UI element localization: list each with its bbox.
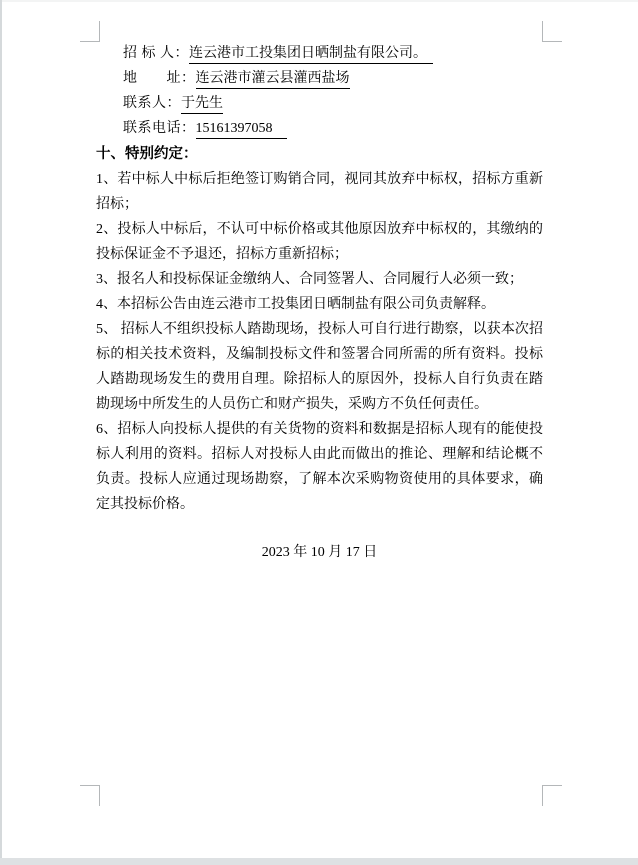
special-terms-heading[interactable]: 十、特别约定：: [96, 146, 198, 162]
phone-value[interactable]: 15161397058: [196, 119, 287, 139]
clause-3[interactable]: 3、报名人和投标保证金缴纳人、合同签署人、合同履行人必须一致；: [96, 272, 523, 287]
contact-person-label: 联系人：: [123, 96, 181, 111]
crop-mark-bottom-right: [542, 785, 562, 806]
address-label: 地 址：: [123, 71, 196, 86]
page-edge-left: [0, 0, 2, 858]
clause-4[interactable]: 4、本招标公告由连云港市工投集团日晒制盐有限公司负责解释。: [96, 297, 495, 312]
address-value[interactable]: 连云港市灌云县灌西盐场: [196, 69, 350, 89]
contact-person-value[interactable]: 于先生: [181, 94, 223, 114]
phone-label: 联系电话：: [123, 121, 196, 136]
address-line[interactable]: [123, 66, 543, 91]
clause-5[interactable]: 5、 招标人不组织投标人踏勘现场，投标人可自行进行勘察，以获本次招标的相关技术资料，及编制投标文件和签署合同所需的所有资料。投标人踏勘现场发生的费用自理。除招标人的原因外，投标人自行负责在踏勘现场中所发生的人员伤亡和财产损失，采购方不负任何责任。: [96, 322, 543, 412]
clause-6[interactable]: 6、招标人向投标人提供的有关货物的资料和数据是招标人现有的能使投标人利用的资料。招标人对投标人由此而做出的推论、理解和结论概不负责。投标人应通过现场勘察，了解本次采购物资使用的具体要求，确定其投标价格。: [96, 422, 543, 512]
bidder-value[interactable]: 连云港市工投集团日晒制盐有限公司。: [189, 44, 433, 64]
page-bottom-gap: [0, 858, 638, 865]
contact-person-line[interactable]: [123, 91, 543, 116]
clause-2[interactable]: 2、投标人中标后，不认可中标价格或其他原因放弃中标权的，其缴纳的投标保证金不予退还，招标方重新招标；: [96, 222, 543, 262]
phone-line[interactable]: [123, 116, 543, 141]
special-terms-clauses: [96, 167, 543, 517]
clause-1[interactable]: 1、若中标人中标后拒绝签订购销合同，视同其放弃中标权，招标方重新招标；: [96, 172, 543, 212]
crop-mark-top-left: [80, 21, 100, 42]
page-edge-top: [0, 0, 638, 2]
crop-mark-top-right: [542, 21, 562, 42]
bidder-label: 招 标 人：: [123, 46, 189, 61]
contact-block: [123, 41, 543, 141]
crop-mark-bottom-left: [80, 785, 100, 806]
date-line[interactable]: 2023 年 10 月 17 日: [261, 545, 378, 560]
bidder-line[interactable]: [123, 41, 543, 66]
